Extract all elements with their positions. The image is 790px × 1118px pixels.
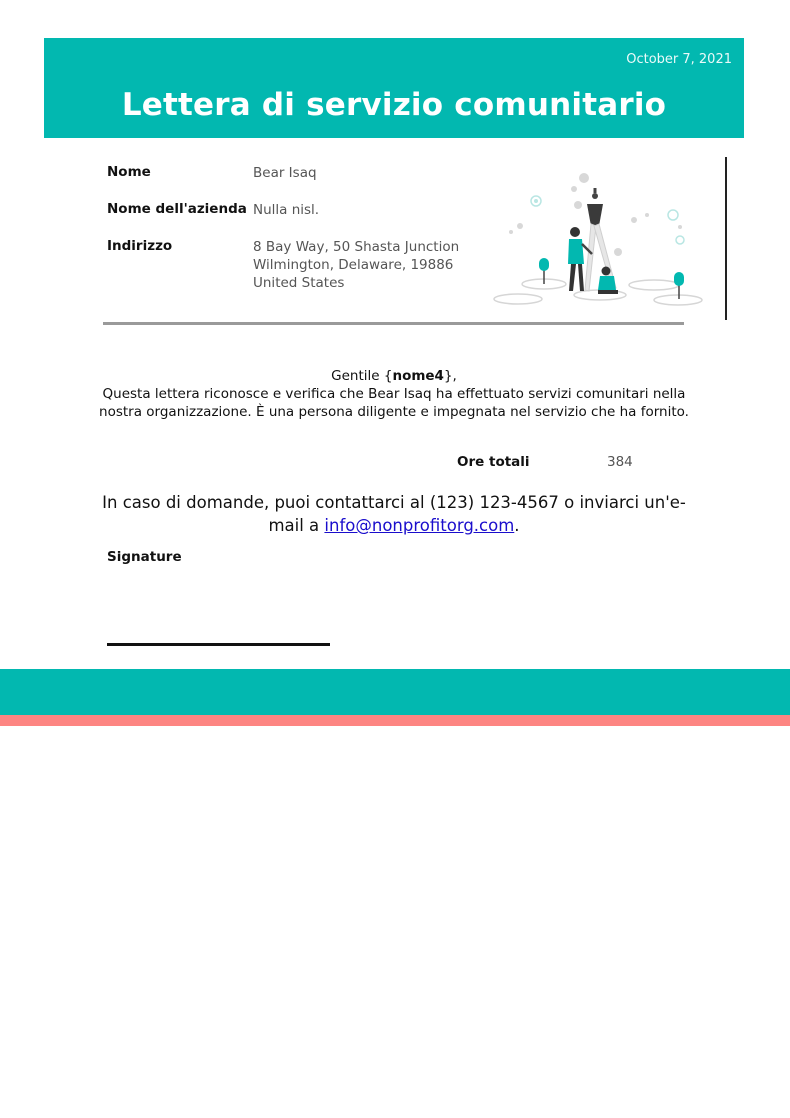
- letter-body: [94, 367, 694, 421]
- name-value: Bear Isaq: [253, 165, 317, 181]
- header-banner: [44, 38, 744, 138]
- greeting-prefix: Gentile {: [331, 368, 393, 384]
- vertical-divider: [725, 157, 727, 320]
- footer-band-teal: [0, 669, 790, 715]
- contact-text: In caso di domande, puoi contattarci al (123) 123-4567 o inviarci un'e-mail a: [102, 493, 686, 535]
- greeting-name: nome4: [392, 368, 444, 384]
- company-label: Nome dell'azienda: [107, 201, 247, 217]
- compass-illustration: [488, 168, 708, 310]
- company-value: Nulla nisl.: [253, 202, 320, 218]
- signature-line: [107, 643, 330, 646]
- email-link[interactable]: info@nonprofitorg.com: [324, 516, 515, 535]
- letter-date: October 7, 2021: [626, 52, 732, 67]
- letter-text: Questa lettera riconosce e verifica che Bear Isaq ha effettuato servizi comunitari nella nostra organizzazione. È una persona diligente e impegnata nel servizio che ha fornito.: [99, 386, 689, 420]
- page-title: Lettera di servizio comunitario: [121, 87, 667, 123]
- address-line-2: Wilmington, Delaware, 19886: [253, 257, 454, 273]
- horizontal-divider: [103, 322, 684, 325]
- hours-label: Ore totali: [457, 454, 530, 470]
- name-label: Nome: [107, 164, 151, 180]
- footer-band-coral: [0, 715, 790, 726]
- signature-label: Signature: [107, 549, 182, 565]
- address-line-3: United States: [253, 275, 345, 291]
- address-line-1: 8 Bay Way, 50 Shasta Junction: [253, 239, 460, 255]
- address-label: Indirizzo: [107, 238, 173, 254]
- hours-value: 384: [607, 454, 633, 470]
- contact-paragraph: [94, 491, 694, 537]
- greeting-suffix: },: [443, 368, 457, 384]
- contact-end: .: [514, 516, 520, 535]
- greeting-line: [94, 367, 694, 385]
- address-value: [253, 238, 459, 292]
